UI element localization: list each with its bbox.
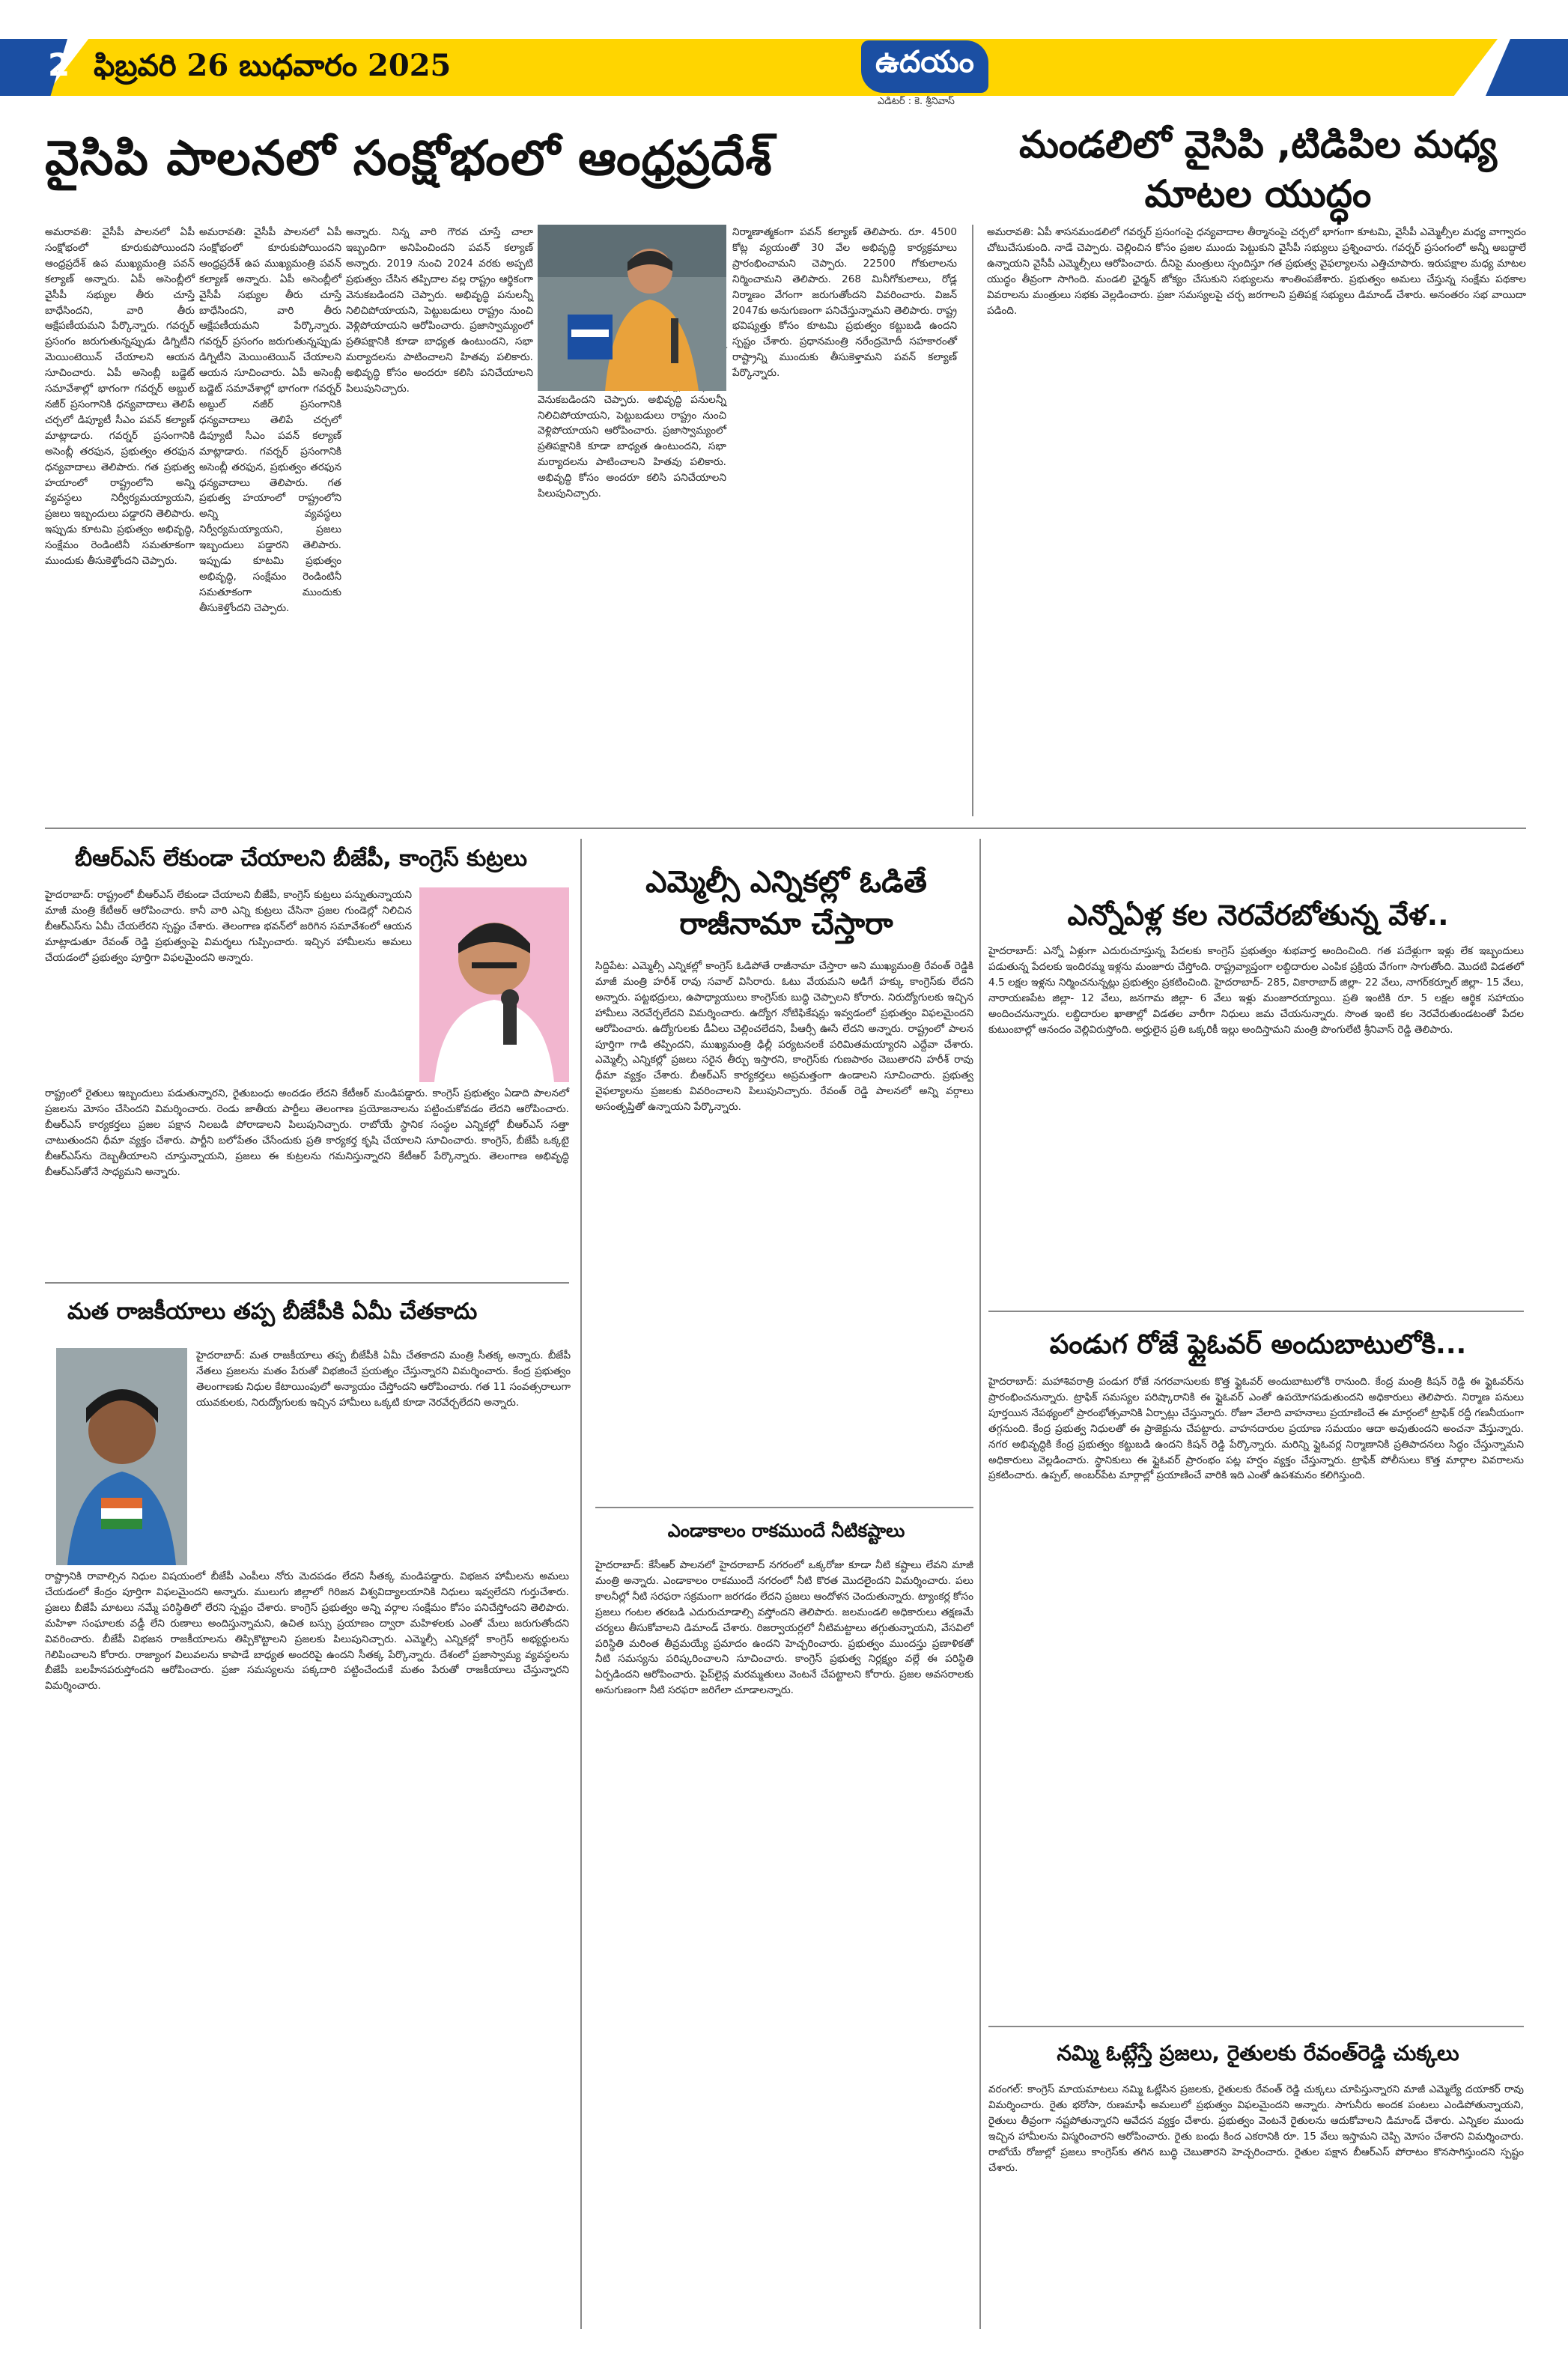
religion-headline: మత రాజకీయాలు తప్ప బీజేపీకి ఏమీ చేతకాదు	[67, 1299, 478, 1325]
page-number: 2	[48, 46, 70, 83]
farmers-headline: నమ్మి ఓట్లేస్తే ప్రజలు, రైతులకు రేవంత్‌రెడ్డి చుక్కలు	[1057, 2041, 1459, 2065]
speaker-photo-icon	[538, 225, 726, 391]
brs-photo	[419, 887, 569, 1082]
lead-col-3: నిర్మాణాత్మకంగా పవన్ కల్యాణ్ తెలిపారు. రూ. 4500 కోట్ల వ్యయంతో 30 వేల అభివృద్ధి కార్యక్రమాలు ప్రారంభించామని చెప్పారు. 22500 గోకులాలను నిర్మించామని తెలిపారు. 268 మినీగోకులాలు, రోడ్ల నిర్మాణం వేగంగా జరుగుతోందని వివరించారు. విజన్ 2047కు అనుగుణంగా పనిచేస్తున్నామని తెలిపారు. రాష్ట్ర భవిష్యత్తు కోసం కూటమి ప్రభుత్వం కట్టుబడి ఉందని స్పష్టం చేశారు. ప్రధానమంత్రి నరేంద్రమోదీ సహకారంతో రాష్ట్రాన్ని ముందుకు తీసుకెళ్తామని పవన్ కల్యాణ్ పేర్కొన్నారు.	[732, 226, 957, 380]
religion-body-top: హైదరాబాద్: మత రాజకీయాలు తప్ప బీజేపీకి ఏమీ చేతకాదని మంత్రి సీతక్క అన్నారు. బీజేపీ నేతలు ప్రజలను మతం పేరుతో విభజించే ప్రయత్నం చేస్తున్నారని విమర్శించారు. కేంద్ర ప్రభుత్వం తెలంగాణకు నిధుల కేటాయింపులో అన్యాయం చేస్తోందని ఆరోపించారు. గత 11 సంవత్సరాలుగా యువకులకు, నిరుద్యోగులకు ఇచ్చిన హామీలు ఒక్కటి కూడా నెరవేర్చలేదని అన్నారు.	[196, 1350, 571, 1409]
issue-date: ఫిబ్రవరి 26 బుధవారం 2025	[94, 48, 452, 83]
flyover-body: హైదరాబాద్: మహాశివరాత్రి పండుగ రోజే నగరవాసులకు కొత్త ఫ్లైఓవర్ అందుబాటులోకి రానుంది. కేంద్ర మంత్రి కిషన్ రెడ్డి ఈ ఫ్లైఓవర్‌ను ప్రారంభించనున్నారు. ట్రాఫిక్ సమస్యల పరిష్కారానికి ఈ ఫ్లైఓవర్ ఎంతో ఉపయోగపడుతుందని అధికారులు తెలిపారు. నిర్మాణ పనులు పూర్తయిన నేపథ్యంలో ప్రారంభోత్సవానికి ఏర్పాట్లు చేస్తున్నారు. రోజూ వేలాది వాహనాలు ప్రయాణించే ఈ మార్గంలో ట్రాఫిక్ రద్దీ గణనీయంగా తగ్గనుంది. కేంద్ర ప్రభుత్వ నిధులతో ఈ ప్రాజెక్టును చేపట్టారు. వాహనదారుల ప్రయాణ సమయం ఆదా అవుతుందని అంచనా వేస్తున్నారు. నగర అభివృద్ధికి కేంద్ర ప్రభుత్వం కట్టుబడి ఉందని కిషన్ రెడ్డి పేర్కొన్నారు. మరిన్ని ఫ్లైఓవర్ల నిర్మాణానికి ప్రతిపాదనలు సిద్ధం చేస్తున్నామని అధికారులు వెల్లడించారు. స్థానికులు ఈ ఫ్లైఓవర్ ప్రారంభం పట్ల హర్షం వ్యక్తం చేస్తున్నారు. ట్రాఫిక్ పోలీసులు కొత్త మార్గాల వివరాలను ప్రకటించారు. ఉప్పల్, అంబర్‌పేట మార్గాల్లో ప్రయాణించే వారికి ఇది ఎంతో ఉపశమనం కలిగిస్తుంది.	[988, 1376, 1524, 1482]
brs-body-bottom: రాష్ట్రంలో రైతులు ఇబ్బందులు పడుతున్నారని, రైతుబంధు అందడం లేదని కేటీఆర్ మండిపడ్డారు. కాంగ్రెస్ ప్రభుత్వం ఏడాది పాలనలో ప్రజలను మోసం చేసిందని విమర్శించారు. రెండు జాతీయ పార్టీలు తెలంగాణ ప్రయోజనాలను పట్టించుకోవడం లేదని ఆరోపించారు. బీఆర్ఎస్ కార్యకర్తలు ప్రజల పక్షాన నిలబడి పోరాడాలని పిలుపునిచ్చారు. రాబోయే స్థానిక సంస్థల ఎన్నికల్లో బీఆర్ఎస్ సత్తా చాటుతుందని ధీమా వ్యక్తం చేశారు. పార్టీని బలోపేతం చేసేందుకు ప్రతి కార్యకర్త కృషి చేయాలని సూచించారు. కాంగ్రెస్, బీజేపీ ఒక్కటై బీఆర్ఎస్‌ను దెబ్బతీయాలని చూస్తున్నాయని, ప్రజలు ఈ కుట్రలను గమనిస్తున్నారని కేటీఆర్ పేర్కొన్నారు. తెలంగాణ అభివృద్ధి బీఆర్ఎస్‌తోనే సాధ్యమని అన్నారు.	[45, 1087, 569, 1178]
masthead	[0, 39, 1568, 96]
summer-headline: ఎండాకాలం రాకముందే నీటికష్టాలు	[667, 1520, 905, 1541]
logo-text: ఉదయం	[875, 45, 974, 79]
column-rule	[979, 839, 981, 2329]
flyover-headline: పండుగ రోజే ఫ్లైఓవర్ అందుబాటులోకి...	[1049, 1329, 1467, 1360]
brs-headline: బీఆర్ఎస్ లేకుండా చేయాలని బీజేపీ, కాంగ్రెస్ కుట్రలు	[75, 845, 528, 872]
mlc-body: సిద్దిపేట: ఎమ్మెల్సీ ఎన్నికల్లో కాంగ్రెస్ ఓడిపోతే రాజీనామా చేస్తారా అని ముఖ్యమంత్రి రేవంత్ రెడ్డికి మాజీ మంత్రి హరీశ్ రావు సవాల్ విసిరారు. ఓటు వేయమని అడిగే హక్కు కాంగ్రెస్‌కు లేదని అన్నారు. పట్టభద్రులు, ఉపాధ్యాయులు కాంగ్రెస్‌కు బుద్ధి చెప్పాలని కోరారు. నిరుద్యోగులకు ఇచ్చిన హామీలు నెరవేర్చలేదని విమర్శించారు. ఉద్యోగ నోటిఫికేషన్లు ఇవ్వడంలో ప్రభుత్వం విఫలమైందని ఆరోపించారు. ఉద్యోగులకు డీఏలు చెల్లించలేదని, పీఆర్సీ ఊసే లేదని అన్నారు. రాష్ట్రంలో పాలన పూర్తిగా గాడి తప్పిందని, ముఖ్యమంత్రి ఢిల్లీ పర్యటనలకే పరిమితమయ్యారని ఎద్దేవా చేశారు. ఎమ్మెల్సీ ఎన్నికల్లో ప్రజలు సరైన తీర్పు ఇస్తారని, కాంగ్రెస్‌కు గుణపాఠం చెబుతారని హరీశ్ రావు ధీమా వ్యక్తం చేశారు. బీఆర్ఎస్ కార్యకర్తలు అప్రమత్తంగా ఉండాలని సూచించారు. ప్రభుత్వ వైఫల్యాలను ప్రజలకు వివరించాలని పిలుపునిచ్చారు. రేవంత్ రెడ్డి పాలనలో అన్ని వర్గాలు అసంతృప్తితో ఉన్నాయని పేర్కొన్నారు.	[595, 960, 973, 1114]
masthead-right-band	[1486, 39, 1568, 96]
dream-headline: ఎన్నోఏళ్ల కల నెరవేరబోతున్న వేళ..	[1067, 899, 1449, 932]
leader-photo-icon	[419, 887, 569, 1082]
right-lead-headline: మండలిలో వైసిపి ,టిడిపిల మధ్య మాటల యుద్ధం	[1018, 123, 1498, 216]
minister-photo-icon	[56, 1348, 187, 1565]
section-rule	[595, 1507, 973, 1508]
lead-col-2: అన్నారు. నిన్న వారి గౌరవ చూస్తే చాలా ఇబ్బందిగా అనిపించిందని పవన్ కల్యాణ్ అన్నారు. 2019 నుంచి 2024 వరకు అప్పటి ప్రభుత్వం చేసిన తప్పిదాల వల్ల రాష్ట్రం ఆర్థికంగా వెనుకబడిందని చెప్పారు. అభివృద్ధి పనులన్నీ నిలిచిపోయాయని, పెట్టుబడులు రాష్ట్రం నుంచి వెళ్లిపోయాయని ఆరోపించారు. ప్రజాస్వామ్యంలో ప్రతిపక్షానికి కూడా బాధ్యత ఉంటుందని, సభా మర్యాదలను పాటించాలని హితవు పలికారు. అభివృద్ధి కోసం అందరూ కలిసి పనిచేయాలని పిలుపునిచ్చారు.	[346, 226, 533, 395]
brs-body-top: హైదరాబాద్: రాష్ట్రంలో బీఆర్ఎస్ లేకుండా చేయాలని బీజేపీ, కాంగ్రెస్ కుట్రలు పన్నుతున్నాయని మాజీ మంత్రి కేటీఆర్ ఆరోపించారు. కానీ వారి ఎన్ని కుట్రలు చేసినా ప్రజల గుండెల్లో నిలిచిన బీఆర్ఎస్‌ను ఏమీ చేయలేరని స్పష్టం చేశారు. తెలంగాణ భవన్‌లో జరిగిన సమావేశంలో ఆయన మాట్లాడుతూ రేవంత్ రెడ్డి ప్రభుత్వంపై విమర్శలు గుప్పించారు. ఇచ్చిన హామీలను అమలు చేయడంలో ప్రభుత్వం పూర్తిగా విఫలమైందని అన్నారు.	[45, 889, 412, 964]
section-rule	[45, 828, 1526, 829]
dream-body: హైదరాబాద్: ఎన్నో ఏళ్లుగా ఎదురుచూస్తున్న పేదలకు కాంగ్రెస్ ప్రభుత్వం శుభవార్త అందించింది. గత పదేళ్లుగా ఇళ్లు లేక ఇబ్బందులు పడుతున్న పేదలకు ఇందిరమ్మ ఇళ్లను మంజూరు చేస్తోంది. రాష్ట్రవ్యాప్తంగా లబ్ధిదారుల ఎంపిక ప్రక్రియ వేగంగా సాగుతోంది. మొదటి విడతలో 4.5 లక్షల ఇళ్లను నిర్మించనున్నట్లు ప్రభుత్వం ప్రకటించింది. హైదరాబాద్- 285, వికారాబాద్ జిల్లా- 22 వేలు, నాగర్‌కర్నూల్ జిల్లా- 15 వేలు, నారాయణపేట జిల్లా- 12 వేలు, జనగామ జిల్లా- 6 వేలు ఇళ్లు మంజూరయ్యాయి. ప్రతి ఇంటికి రూ. 5 లక్షల ఆర్థిక సహాయం అందించనున్నారు. లబ్ధిదారుల ఖాతాల్లో విడతల వారీగా నిధులు జమ చేయనున్నారు. సొంత ఇంటి కల నెరవేరుతుండటంతో పేదల కుటుంబాల్లో ఆనందం వెల్లివిరుస్తోంది. అర్హులైన ప్రతి ఒక్కరికీ ఇల్లు అందిస్తామని మంత్రి పొంగులేటి శ్రీనివాస్ రెడ్డి తెలిపారు.	[988, 945, 1524, 1036]
lead-col-1: అమరావతి: వైసీపీ పాలనలో ఏపీ సంక్షోభంలో కూరుకుపోయిందని ఆంధ్రప్రదేశ్ ఉప ముఖ్యమంత్రి పవన్ కల్యాణ్ అన్నారు. ఏపీ అసెంబ్లీలో వైసీపీ సభ్యుల తీరు చూస్తే బాధేసిందని, వారి తీరు ఆక్షేపణీయమని పేర్కొన్నారు. గవర్నర్ ప్రసంగం జరుగుతున్నప్పుడు డిగ్నిటీని మెయింటెయిన్ చేయాలని ఆయన సూచించారు. ఏపీ అసెంబ్లీ బడ్జెట్ సమావేశాల్లో భాగంగా గవర్నర్ అబ్దుల్ నజీర్ ప్రసంగానికి ధన్యవాదాలు తెలిపే చర్చలో డిప్యూటీ సీఎం పవన్ కల్యాణ్ మాట్లాడారు. గవర్నర్ ప్రసంగానికి అసెంబ్లీ తరఫున, ప్రభుత్వం తరఫున ధన్యవాదాలు తెలిపారు. గత ప్రభుత్వ హయాంలో రాష్ట్రంలోని అన్ని వ్యవస్థలు నిర్వీర్యమయ్యాయని, ప్రజలు ఇబ్బందులు పడ్డారని తెలిపారు. ఇప్పుడు కూటమి ప్రభుత్వం అభివృద్ధి, సంక్షేమం రెండింటినీ సమతూకంగా ముందుకు తీసుకెళ్తోందని చెప్పారు.	[45, 226, 195, 568]
farmers-body: వరంగల్: కాంగ్రెస్ మాయమాటలు నమ్మి ఓట్లేసిన ప్రజలకు, రైతులకు రేవంత్ రెడ్డి చుక్కలు చూపిస్తున్నారని మాజీ ఎమ్మెల్యే దయాకర్ రావు విమర్శించారు. రైతు భరోసా, రుణమాఫీ అమలులో ప్రభుత్వం విఫలమైందని అన్నారు. సాగునీరు అందక పంటలు ఎండిపోతున్నాయని, రైతులు తీవ్రంగా నష్టపోతున్నారని ఆవేదన వ్యక్తం చేశారు. ప్రభుత్వం వెంటనే రైతులను ఆదుకోవాలని డిమాండ్ చేశారు. ఎన్నికల ముందు ఇచ్చిన హామీలను విస్మరించారని ఆరోపించారు. రైతు బంధు కింద ఎకరానికి రూ. 15 వేలు ఇస్తామని చెప్పి మోసం చేశారని విమర్శించారు. రాబోయే రోజుల్లో ప్రజలు కాంగ్రెస్‌కు తగిన బుద్ధి చెబుతారని హెచ్చరించారు. రైతుల పక్షాన బీఆర్ఎస్ పోరాటం కొనసాగిస్తుందని స్పష్టం చేశారు.	[988, 2083, 1524, 2174]
lead-col-2b: వెనుకబడిందని చెప్పారు. అభివృద్ధి పనులన్నీ నిలిచిపోయాయని, పెట్టుబడులు రాష్ట్రం నుంచి వెళ్లిపోయాయని ఆరోపించారు. ప్రజాస్వామ్యంలో ప్రతిపక్షానికి కూడా బాధ్యత ఉంటుందని, సభా మర్యాదలను పాటించాలని హితవు పలికారు. అభివృద్ధి కోసం అందరూ కలిసి పనిచేయాలని పిలుపునిచ్చారు.	[538, 393, 726, 500]
right-lead-body: అమరావతి: ఏపీ శాసనమండలిలో గవర్నర్ ప్రసంగంపై ధన్యవాదాల తీర్మానంపై చర్చలో భాగంగా కూటమి, వైసీపీ ఎమ్మెల్సీల మధ్య వాగ్వాదం చోటుచేసుకుంది. నాడే చెప్పారు. చెల్లించిన కోసం ప్రజల ముందు పెట్టుకుని వైసీపీ సభ్యులు ప్రశ్నించారు. గవర్నర్ ప్రసంగంలో అన్నీ అబద్ధాలే ఉన్నాయని వైసీపీ ఎమ్మెల్సీలు ఆరోపించారు. దీనిపై మంత్రులు స్పందిస్తూ గత ప్రభుత్వ వైఫల్యాలను ఎత్తిచూపారు. ఇరుపక్షాల మధ్య మాటల యుద్ధం తీవ్రంగా సాగింది. మండలి ఛైర్మన్ జోక్యం చేసుకుని సభ్యులను శాంతింపజేశారు. ప్రభుత్వం అమలు చేస్తున్న సంక్షేమ పథకాల వివరాలను మంత్రులు సభకు వెల్లడించారు. ప్రజా సమస్యలపై చర్చ జరగాలని ప్రతిపక్ష సభ్యులు డిమాండ్ చేశారు. అనంతరం సభ వాయిదా పడింది.	[987, 226, 1526, 317]
column-rule	[580, 839, 582, 2329]
religion-photo	[56, 1348, 187, 1565]
lead-photo	[538, 225, 726, 391]
religion-body-bottom: రాష్ట్రానికి రావాల్సిన నిధుల విషయంలో బీజేపీ ఎంపీలు నోరు మెదపడం లేదని సీతక్క మండిపడ్డారు. విభజన హామీలను అమలు చేయడంలో కేంద్రం పూర్తిగా విఫలమైందని అన్నారు. ములుగు జిల్లాలో గిరిజన విశ్వవిద్యాలయానికి నిధులు ఇవ్వలేదని గుర్తుచేశారు. ప్రజలు బీజేపీ మాటలు నమ్మే పరిస్థితిలో లేరని స్పష్టం చేశారు. కాంగ్రెస్ ప్రభుత్వం అన్ని వర్గాల సంక్షేమం కోసం పనిచేస్తోందని తెలిపారు. మహిళా సంఘాలకు వడ్డీ లేని రుణాలు అందిస్తున్నామని, ఉచిత బస్సు ప్రయాణం ద్వారా మహిళలకు ఎంతో మేలు జరుగుతోందని వివరించారు. బీజేపీ విభజన రాజకీయాలను తిప్పికొట్టాలని ప్రజలకు పిలుపునిచ్చారు. ఎమ్మెల్సీ ఎన్నికల్లో కాంగ్రెస్ అభ్యర్థులను గెలిపించాలని కోరారు. రాజ్యాంగ విలువలను కాపాడే బాధ్యత అందరిపై ఉందని సీతక్క పేర్కొన్నారు. దేశంలో ప్రజాస్వామ్య వ్యవస్థలను బీజేపీ బలహీనపరుస్తోందని ఆరోపించారు. ప్రజా సమస్యలను పక్కదారి పట్టించేందుకే మతం పేరుతో రాజకీయాలు చేస్తున్నారని విమర్శించారు.	[45, 1570, 569, 1692]
section-rule	[988, 2026, 1524, 2027]
section-rule	[988, 1311, 1524, 1312]
logo-tagline: ఎడిటర్ : కె. శ్రీనివాస్	[878, 96, 955, 107]
summer-body: హైదరాబాద్: కేసీఆర్ పాలనలో హైదరాబాద్ నగరంలో ఒక్కరోజు కూడా నీటి కష్టాలు లేవని మాజీ మంత్రి అన్నారు. ఎండాకాలం రాకముందే నగరంలో నీటి కొరత మొదలైందని విమర్శించారు. పలు కాలనీల్లో నీటి సరఫరా సక్రమంగా జరగడం లేదని ప్రజలు ఆందోళన చెందుతున్నారు. ట్యాంకర్ల కోసం ప్రజలు గంటల తరబడి ఎదురుచూడాల్సి వస్తోందని తెలిపారు. జలమండలి అధికారులు తక్షణమే చర్యలు తీసుకోవాలని డిమాండ్ చేశారు. రిజర్వాయర్లలో నీటిమట్టాలు తగ్గుతున్నాయని, వేసవిలో పరిస్థితి మరింత తీవ్రమయ్యే ప్రమాదం ఉందని హెచ్చరించారు. ప్రభుత్వం ముందస్తు ప్రణాళికతో నీటి సమస్యను పరిష్కరించాలని సూచించారు. కాంగ్రెస్ ప్రభుత్వ నిర్లక్ష్యం వల్లే ఈ పరిస్థితి ఏర్పడిందని ఆరోపించారు. పైప్‌లైన్ల మరమ్మతులు వెంటనే చేపట్టాలని కోరారు. ప్రజల అవసరాలకు అనుగుణంగా నీటి సరఫరా జరిగేలా చూడాలన్నారు.	[595, 1559, 973, 1697]
column-rule	[972, 225, 973, 816]
mlc-headline: ఎమ్మెల్సీ ఎన్నికల్లో ఓడితే రాజీనామా చేస్తారా	[645, 865, 927, 941]
newspaper-logo	[861, 40, 988, 93]
section-rule	[45, 1282, 569, 1284]
lead-headline: వైసిపి పాలనలో సంక్షోభంలో ఆంధ్రప్రదేశ్	[45, 131, 773, 186]
lead-col-1b: అమరావతి: వైసీపీ పాలనలో ఏపీ సంక్షోభంలో కూరుకుపోయిందని ఆంధ్రప్రదేశ్ ఉప ముఖ్యమంత్రి పవన్ కల్యాణ్ అన్నారు. ఏపీ అసెంబ్లీలో వైసీపీ సభ్యుల తీరు చూస్తే బాధేసిందని, వారి తీరు ఆక్షేపణీయమని పేర్కొన్నారు. గవర్నర్ ప్రసంగం జరుగుతున్నప్పుడు డిగ్నిటీని మెయింటెయిన్ చేయాలని ఆయన సూచించారు. ఏపీ అసెంబ్లీ బడ్జెట్ సమావేశాల్లో భాగంగా గవర్నర్ అబ్దుల్ నజీర్ ప్రసంగానికి ధన్యవాదాలు తెలిపే చర్చలో డిప్యూటీ సీఎం పవన్ కల్యాణ్ మాట్లాడారు. గవర్నర్ ప్రసంగానికి అసెంబ్లీ తరఫున, ప్రభుత్వం తరఫున ధన్యవాదాలు తెలిపారు. గత ప్రభుత్వ హయాంలో రాష్ట్రంలోని అన్ని వ్యవస్థలు నిర్వీర్యమయ్యాయని, ప్రజలు ఇబ్బందులు పడ్డారని తెలిపారు. ఇప్పుడు కూటమి ప్రభుత్వం అభివృద్ధి, సంక్షేమం రెండింటినీ సమతూకంగా ముందుకు తీసుకెళ్తోందని చెప్పారు.	[199, 226, 341, 614]
